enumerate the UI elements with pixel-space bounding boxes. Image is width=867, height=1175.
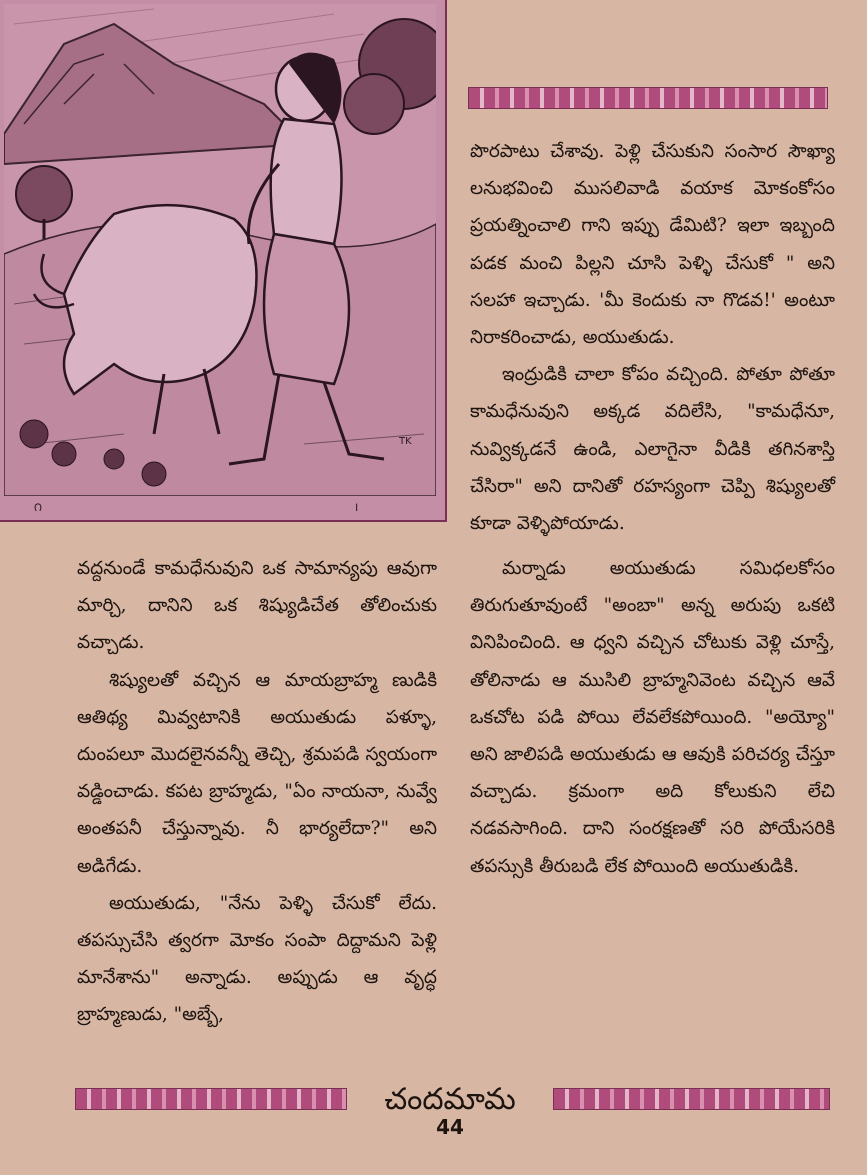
story-illustration [0, 0, 447, 522]
artist-signature: TK [399, 436, 412, 447]
magazine-title: చందమామ [384, 1082, 516, 1117]
paragraph: పొరపాటు చేశావు. పెళ్లి చేసుకుని సంసార సౌఖ్యా లనుభవించి ముసలివాడి వయాక మోకంకోసం ప్రయత్నించాలి గాని ఇప్పు డేమిటి? ఇలా ఇబ్బంది పడక మంచి పిల్లని చూసి పెళ్ళి చేసుకో " అని సలహా ఇచ్చాడు. 'మీ కెందుకు నా గొడవ!' అంటూ నిరాకరించాడు, అయుతుడు. [470, 141, 835, 349]
left-column-bottom [77, 550, 437, 1034]
right-column-top [470, 133, 835, 542]
paragraph: మర్నాడు అయుతుడు సమిధలకోసం తిరుగుతూవుంటే "అంబా" అన్న అరుపు ఒకటి వినిపించింది. ఆ ధ్వని వచ్చిన చోటుకు వెళ్లి చూస్తే, తోలినాడు ఆ ముసిలి బ్రాహ్మనివెంట వచ్చిన ఆవే ఒకచోట పడి పోయి లేవలేకపోయింది. "అయ్యో" అని జాలిపడి అయుతుడు ఆ ఆవుకి పరిచర్య చేస్తూ వచ్చాడు. క్రమంగా అది కోలుకుని లేచి నడవసాగింది. దాని సంరక్షణతో సరి పోయేసరికి తపస్సుకి తీరుబడి లేక పోయింది అయుతుడికి. [470, 558, 835, 877]
corner-mark-left: ౧ [34, 500, 42, 514]
page-number: 44 [436, 1115, 464, 1139]
decorative-border-footer-left [75, 1088, 347, 1110]
paragraph: అయుతుడు, "నేను పెళ్ళి చేసుకో లేదు. తపస్సుచేసి త్వరగా మోకం సంపా దిద్దామని పెళ్లి మానేశాను" అన్నాడు. అప్పుడు ఆ వృద్ధ బ్రాహ్మణుడు, "అబ్బే, [77, 892, 437, 1026]
decorative-border-top [468, 87, 828, 109]
corner-mark-right: ౹ [355, 500, 359, 514]
sage-and-cow-icon [4, 4, 436, 496]
right-column-bottom [470, 550, 835, 885]
paragraph: వద్దనుండే కామధేనువుని ఒక సామాన్యపు ఆవుగా మార్చి, దానిని ఒక శిష్యుడిచేత తోలించుకు వచ్చాడు. [77, 558, 437, 654]
paragraph: శిష్యులతో వచ్చిన ఆ మాయబ్రాహ్మ ణుడికి ఆతిథ్య మివ్వటానికి అయుతుడు పళ్ళూ, దుంపలూ మొదలైనవన్నీ తెచ్చి, శ్రమపడి స్వయంగా వడ్డించాడు. కపట బ్రాహ్మడు, "ఏం నాయనా, నువ్వే అంతపనీ చేస్తున్నావు. నీ భార్యలేదా?" అని అడిగేడు. [77, 669, 437, 877]
paragraph: ఇంద్రుడికి చాలా కోపం వచ్చింది. పోతూ పోతూ కామధేనువుని అక్కడ వదిలేసి, "కామధేనూ, నువ్విక్కడనే ఉండి, ఎలాగైనా వీడికి తగినశాస్తి చేసిరా" అని దానితో రహస్యంగా చెప్పి శిష్యులతో కూడా వెళ్ళిపోయాడు. [470, 364, 835, 535]
decorative-border-footer-right [553, 1088, 830, 1110]
